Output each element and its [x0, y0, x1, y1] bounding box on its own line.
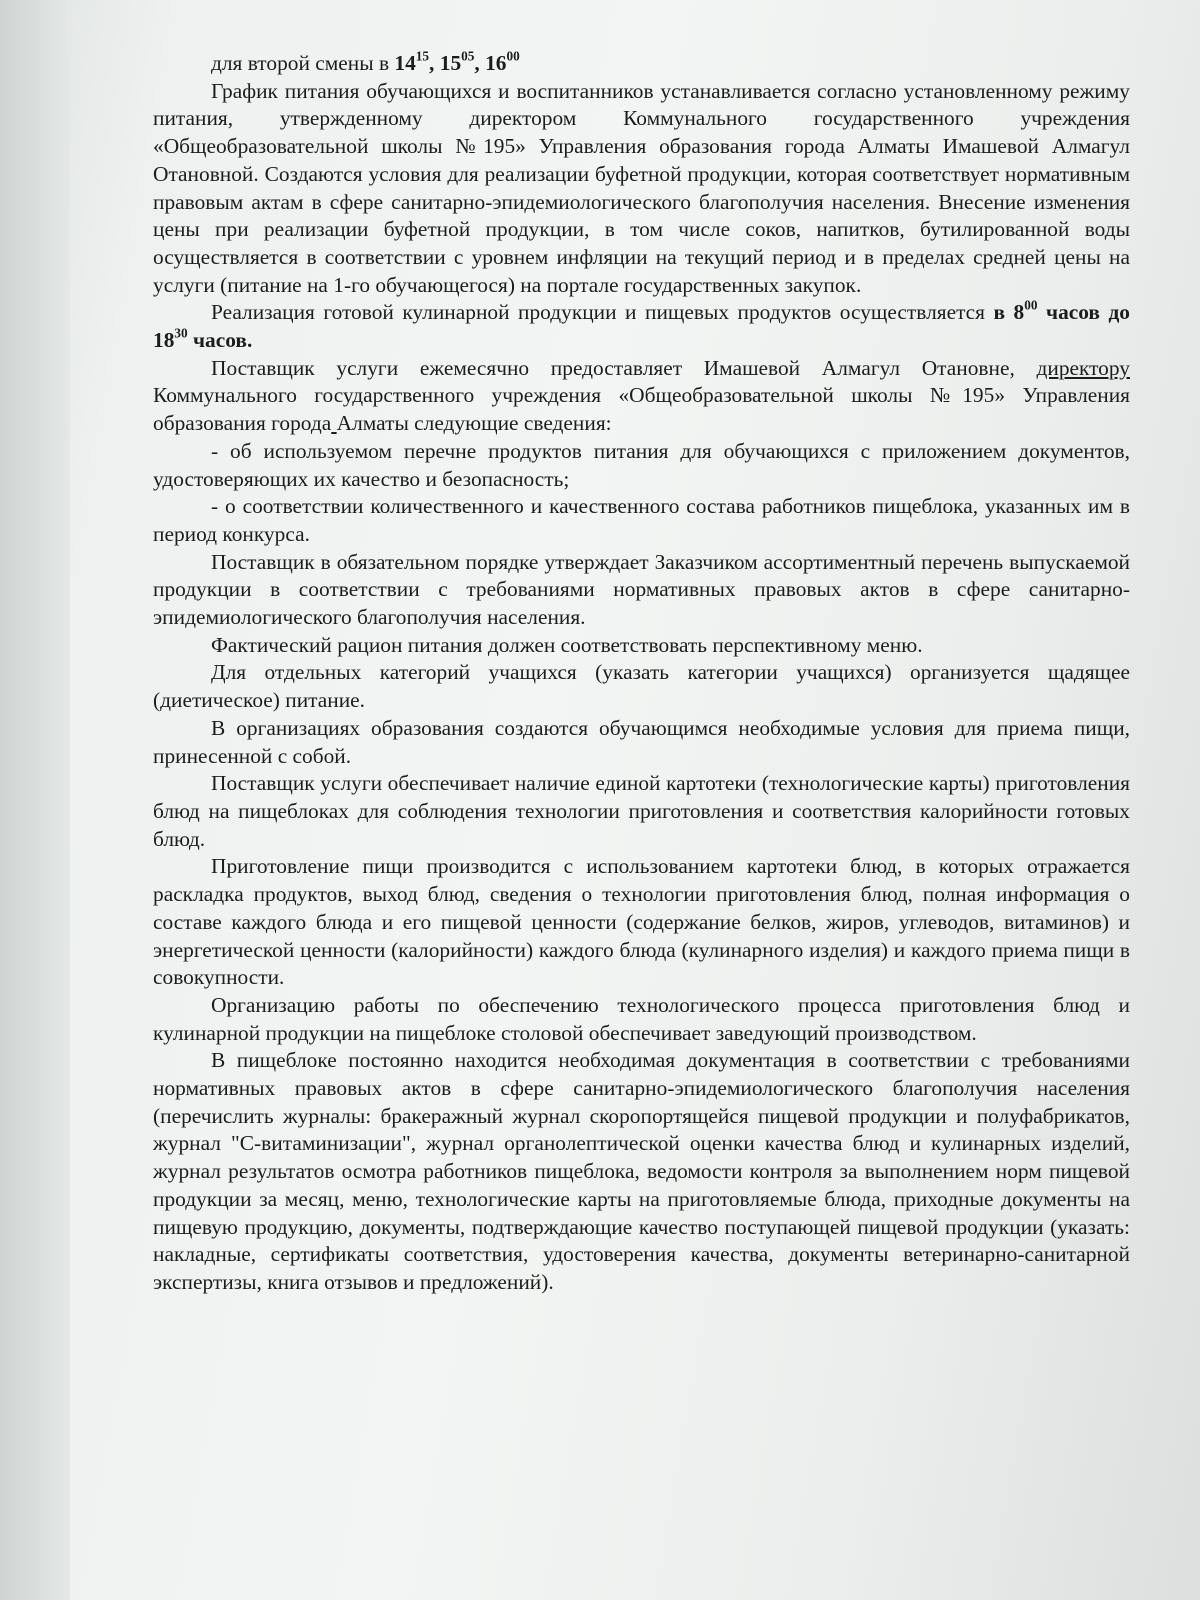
end-minute: 30 — [174, 325, 188, 341]
start-minute: 00 — [1024, 297, 1038, 313]
time-2-minute: 05 — [461, 48, 475, 64]
paragraph-second-shift — [153, 50, 1130, 78]
paragraph-card-file: Поставщик услуги обеспечивает наличие единой картотеки (технологические карты) приготовления блюд на пищеблоках для соблюдения технологии приготовления и соответствия калорийности готовых блюд. — [153, 771, 1130, 851]
end-hour: часов до 18 — [153, 300, 1130, 353]
list-item-staff: - о соответствии количественного и качественного состава работников пищеблока, указанных им в период конкурса. — [153, 494, 1130, 546]
paragraph-documentation: В пищеблоке постоянно находится необходимая документация в соответствии с требованиями нормативных правовых актов в сфере санитарно-эпидемиологического благополучия населения (перечислить журналы: бракеражный журнал скоропортящейся пищевой продукции и полуфабрикатов, журнал "С-витаминизации", журнал органолептической оценки качества блюд и кулинарных изделий, журнал результатов осмотра работников пищеблока, ведомости контроля за выполнением норм пищевой продукции за месяц, меню, технологические карты на приготовляемые блюда, приходные документы на пищевую продукцию, документы, подтверждающие качество поступающей пищевой продукции (указать: накладные, сертификаты соответствия, удостоверения качества, документы ветеринарно-санитарной экспертизы, книга отзывов и предложений). — [153, 1048, 1130, 1294]
paragraph-supplier-reports — [153, 355, 1130, 438]
text: Коммунального государственного учреждения «Общеобразовательной школы №195» Управления образования города — [153, 383, 1130, 436]
separator: , — [474, 51, 486, 75]
time-3 — [485, 48, 520, 75]
text: для второй смены в — [211, 51, 395, 75]
paragraph-ration: Фактический рацион питания должен соответствовать перспективному меню. — [211, 632, 923, 657]
time-2 — [439, 48, 475, 75]
text: Поставщик услуги ежемесячно предоставляет Имашевой Алмагул Отановне, — [211, 355, 1037, 380]
paragraph-cooking: Приготовление пищи производится с использованием картотеки блюд, в которых отражается раскладка продуктов, выход блюд, сведения о технологии приготовления блюд, полная информация о составе каждого блюда и его пищевой ценности (содержание белков, жиров, углеводов, витаминов) и энергетической ценности (калорийности) каждого блюда (кулинарного изделия) и каждого приема пищи в совокупности. — [153, 854, 1130, 990]
time-2-hour: 15 — [439, 51, 462, 75]
hours-word: часов. — [187, 328, 253, 353]
text: Алматы следующие сведения: — [336, 411, 612, 436]
time-1-hour: 14 — [394, 51, 416, 75]
paragraph-assortment: Поставщик в обязательном порядке утверждает Заказчиком ассортиментный перечень выпускаемой продукции в соответствии с требованиями нормативных правовых актов в сфере санитарно-эпидемиологического благополучия населения. — [153, 549, 1130, 630]
text: Реализация готовой кулинарной продукции и пищевых продуктов осуществляется — [211, 300, 994, 325]
paragraph-meal-schedule: График питания обучающихся и воспитанников устанавливается согласно установленному режиму питания, утвержденному директором Коммунального государственного учреждения «Общеобразовательной школы №195» Управления образования города Алматы Имашевой Алмагул Отановной. Создаются условия для реализации буфетной продукции, которая соответствует нормативным правовым актам в сфере санитарно-эпидемиологического благополучия населения. Внесение изменения цены при реализации буфетной продукции, в том числе соков, напитков, бутилированной воды осуществляется в соответствии с уровнем инфляции на текущий период и в пределах средней цены на услуги (питание на 1-го обучающегося) на портале государственных закупок. — [153, 78, 1130, 297]
start-hour: в 8 — [993, 300, 1025, 325]
separator: , — [429, 51, 440, 75]
paragraph-diet: Для отдельных категорий учащихся (указать категории учащихся) организуется щадящее (диетическое) питание. — [153, 660, 1130, 713]
time-3-minute: 00 — [506, 48, 520, 64]
time-3-hour: 16 — [485, 51, 507, 75]
list-item-products: - об используемом перечне продуктов питания для обучающихся с приложением документов, удостоверяющих их качество и безопасность; — [153, 438, 1130, 491]
paragraph-sales-hours — [153, 299, 1130, 354]
time-1-minute: 15 — [415, 48, 430, 64]
paragraph-own-food: В организациях образования создаются обучающимся необходимые условия для приема пищи, принесенной с собой. — [153, 715, 1130, 768]
underlined-text: директору — [1036, 355, 1130, 380]
time-1 — [394, 48, 430, 75]
paragraph-production-head: Организацию работы по обеспечению технологического процесса приготовления блюд и кулинарной продукции на пищеблоке столовой обеспечивает заведующий производством. — [153, 992, 1130, 1045]
